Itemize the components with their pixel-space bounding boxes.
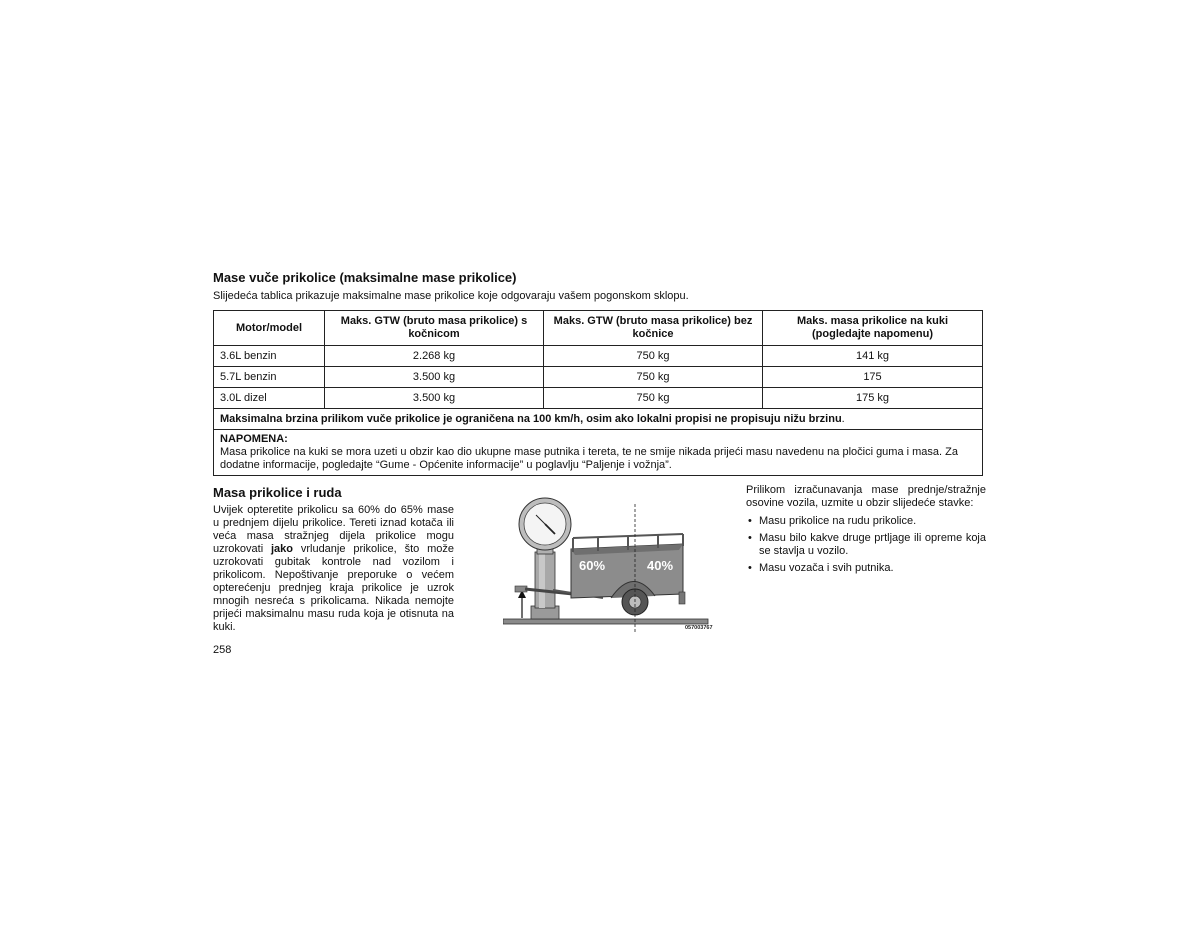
axle-weight-list bbox=[746, 515, 986, 579]
table-row bbox=[214, 388, 983, 409]
note-label: NAPOMENA: bbox=[220, 433, 288, 445]
header-tongue-weight: Maks. masa prikolice na kuki (pogledajte napomenu) bbox=[763, 311, 983, 346]
cell-tongue-weight: 141 kg bbox=[763, 346, 983, 367]
paragraph-emphasis: jako bbox=[270, 543, 293, 555]
cell-tongue-weight: 175 kg bbox=[763, 388, 983, 409]
list-item: • Masu vozača i svih putnika. bbox=[746, 562, 986, 575]
table-header-row bbox=[214, 311, 983, 346]
table-row bbox=[214, 367, 983, 388]
cell-engine: 3.0L dizel bbox=[214, 388, 325, 409]
front-weight-percentage: 60% bbox=[579, 558, 606, 573]
speed-limit-note bbox=[214, 409, 983, 430]
header-engine-model: Motor/model bbox=[214, 311, 325, 346]
trailer-weight-distribution-figure bbox=[503, 494, 721, 634]
section-intro: Slijedeća tablica prikazuje maksimalne mase prikolice koje odgovaraju vašem pogonskom sklopu. bbox=[213, 290, 689, 302]
section-title-trailer-towing-weights: Mase vuče prikolice (maksimalne mase prikolice) bbox=[213, 270, 517, 285]
page-number: 258 bbox=[213, 644, 232, 656]
table-speed-note-row bbox=[214, 409, 983, 430]
list-item: • Masu bilo kakve druge prtljage ili opreme koja se stavlja u vozilo. bbox=[746, 532, 986, 558]
table-note-row bbox=[214, 430, 983, 476]
trailer-illustration bbox=[503, 494, 721, 634]
header-gtw-with-brakes: Maks. GTW (bruto masa prikolice) s kočnicom bbox=[325, 311, 544, 346]
axle-weight-intro: Prilikom izračunavanja mase prednje/stražnje osovine vozila, uzmite u obzir slijedeće stavke: bbox=[746, 484, 986, 509]
table-row bbox=[214, 346, 983, 367]
scale-column-highlight bbox=[539, 552, 545, 608]
header-gtw-without-brakes: Maks. GTW (bruto masa prikolice) bez kočnice bbox=[544, 311, 763, 346]
cell-tongue-weight: 175 bbox=[763, 367, 983, 388]
cell-gtw-unbraked: 750 kg bbox=[544, 388, 763, 409]
rear-bumper bbox=[679, 592, 685, 604]
paragraph-part-1: Uvijek opteretite prikolicu sa 60% do 65% mase u prednjem dijelu prikolice. Tereti iznad kotača ili veća masa stražnjeg dijela prikolice mogu uzrokovati bbox=[213, 504, 454, 555]
cell-gtw-unbraked: 750 kg bbox=[544, 346, 763, 367]
cell-gtw-braked: 3.500 kg bbox=[325, 388, 544, 409]
cell-engine: 5.7L benzin bbox=[214, 367, 325, 388]
ground-line bbox=[503, 619, 708, 624]
figure-code: 057003767 bbox=[685, 625, 713, 631]
cell-gtw-unbraked: 750 kg bbox=[544, 367, 763, 388]
cell-gtw-braked: 2.268 kg bbox=[325, 346, 544, 367]
tongue-weight-paragraph bbox=[213, 504, 454, 634]
paragraph-part-2: vrludanje prikolice, što može uzrokovati gubitak kontrole nad vozilom i prikolicom. Nepoštivanje preporuke o većem opterećenju prednjeg kraja prikolice je uzrok mnogih nesreća s prikolicama. Nikada nemojte prijeći maksimalnu masu ruda koja je otisnuta na kuki. bbox=[213, 543, 454, 633]
note-text: Masa prikolice na kuki se mora uzeti u obzir kao dio ukupne mase putnika i tereta, te ne smije nikada prijeći masu navedenu na pločici guma i masa. Za dodatne informacije, pogledajte “Gume - Općenite informacije” u poglavlju “Paljenje i vožnja”. bbox=[220, 446, 958, 471]
trailer-weight-table bbox=[213, 310, 983, 476]
list-item: • Masu prikolice na rudu prikolice. bbox=[746, 515, 986, 528]
cell-gtw-braked: 3.500 kg bbox=[325, 367, 544, 388]
section-title-tongue-weight: Masa prikolice i ruda bbox=[213, 485, 342, 500]
rear-weight-percentage: 40% bbox=[647, 558, 674, 573]
cell-engine: 3.6L benzin bbox=[214, 346, 325, 367]
speed-limit-note-text: Maksimalna brzina prilikom vuče prikolice je ograničena na 100 km/h, osim ako lokalni propisi ne propisuju nižu brzinu bbox=[220, 412, 842, 425]
speed-limit-note-period: . bbox=[841, 412, 845, 425]
note-cell bbox=[214, 430, 983, 476]
